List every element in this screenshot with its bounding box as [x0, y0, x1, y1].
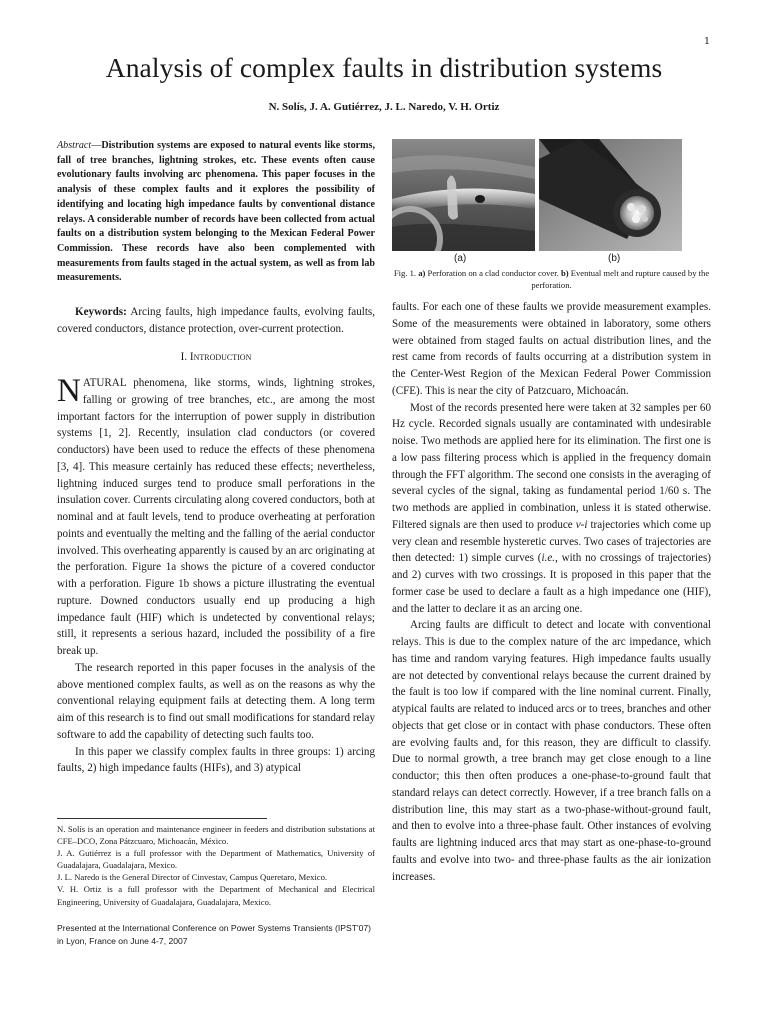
intro-paragraph-2: The research reported in this paper focuses in the analysis of the above mentioned complex faults, as well as on the reasons as why the conventional relaying equipment fails at detecting them. A long term aim of this research is to find out small modifications for standard relay software to add the capability of detecting such faults too. [57, 661, 375, 741]
section-title: Introduction [189, 351, 252, 363]
right-paragraph-3: Arcing faults are difficult to detect and locate with conventional relays. This is due to the complex nature of the arc impedance, which has time and random varying features. High impedance faults usually are not detected by conventional relays because the current drained by the fault is too low if compared with the line nominal current. Finally, atypical faults are related to induced arcs or to trees, branches and other objects that get close or in contact with phase conductors. These often are evolving faults and, for this reason, they are difficult to classify. Due to normal growth, a tree branch may get close enough to a line conductor; this then often produces a one-phase-to-ground fault that standard relays can detect correctly. However, if a tree branch falls on a distribution line, this may start as a two-phase-without-ground fault, and then to evolve into a three-phase fault. Other instances of evolving faults are lightning induced arcs that may start as one-phase-to-ground faults and evolve into two- and three-phase faults as the air ionization increases. [392, 619, 711, 883]
footnote-3: J. L. Naredo is the General Director of Cinvestav, Campus Queretaro, Mexico. [57, 872, 328, 883]
author-list: N. Solís, J. A. Gutiérrez, J. L. Naredo, V. H. Ortiz [268, 101, 500, 113]
keywords [57, 304, 375, 338]
left-column-body [57, 375, 375, 777]
section-heading [57, 351, 375, 363]
right-paragraph-2-c: , with no crossings of trajectories) and 2) curves with two crossings. It is proposed in this paper that the former case be used to declare a fault as a high impedance one (HIF), and the latter to declare it as an arcing one. [392, 552, 711, 615]
intro-paragraph-1-text: ATURAL phenomena, like storms, winds, lightning strokes, falling or growing of tree branches, etc., are among the most important factors for the interruption of power supply in distribution systems [1, 2]. Recently, insulation clad conductors (or covered conductors) have been used to reduce the effects of these phenomena [3, 4]. This measure certainly has reduced these effects; nevertheless, lightning induced surges tend to produce small perforations in the insulation cover. Currents circulating along covered conductors, both at nominal and at fault levels, tend to produce overheating at perforation points and eventually the melting and the falling of the aerial conductor involved. This overheating apparently is caused by an arc originating at the perforation. Figure 1a shows the picture of a covered conductor with a perforation. Figure 1b shows a picture illustrating the eventual rupture. Downed conductors usually end up producing a high impedance fault (HIF) which is undetected by conventional relays; still, it represents a serious hazard, included the possibility of a fire break up. [57, 377, 375, 657]
footnote-2: J. A. Gutiérrez is a full professor with the Department of Mathematics, University of Guadalajara, Guadalajara, Mexico. [57, 848, 375, 871]
figure-label-b: (b) [608, 253, 621, 264]
conductor-rupture-photo [539, 139, 682, 251]
right-paragraph-2 [392, 400, 711, 618]
caption-b-text: Eventual melt and rupture caused by the perforation. [531, 268, 710, 290]
abstract-label: Abstract [57, 140, 92, 151]
conference-note: Presented at the International Conference on Power Systems Transients (IPST'07) in Lyon, France on June 4-7, 2007 [57, 923, 372, 946]
section-number: I. [180, 351, 188, 363]
right-paragraph-2-b: trajectories which come up very clean and resemble hysteretic curves. Two cases of trajectories are then detected: 1) simple curves ( [392, 518, 711, 565]
covered-conductor-perforation-photo [392, 139, 535, 251]
footnote-1: N. Solís is an operation and maintenance engineer in feeders and distribution substations at CFE–DCO, Zona Pátzcuaro, Michoacán, México. [57, 824, 375, 847]
intro-paragraph-3: In this paper we classify complex faults in three groups: 1) arcing faults, 2) high impedance faults (HIFs), and 3) atypical [57, 745, 375, 775]
caption-a-text: Perforation on a clad conductor cover. [425, 268, 561, 278]
footnotes [57, 823, 375, 908]
figure-label-a: (a) [454, 253, 467, 264]
right-paragraph-2-a: Most of the records presented here were taken at 32 samples per 60 Hz cycle. Recorded signals usually are contaminated with undesirable noise. Two methods are applied here for its elimination. The first one is a low pass filtering process which is applied in the frequency domain through the FFT algorithm. The second one consists in the averaging of several cycles of the signal, taking as fundamental period 1/60 s. The two methods are applied in combination, unless it is stated otherwise. Filtered signals are then used to produce [392, 401, 711, 531]
ie-term: i.e. [541, 552, 556, 565]
drop-cap: N [57, 373, 81, 409]
right-paragraph-1: faults. For each one of these faults we provide measurement examples. Some of the measurements were obtained in laboratory, some others were obtained from staged faults on actual distribution lines, and the rest came from records of faults occurring at a distribution system in the Center-West Region of the Mexican Federal Power Commission (CFE). This is near the city of Patzcuaro, Michoacán. [392, 301, 711, 397]
caption-b-mark: b) [560, 268, 569, 278]
page-number: 1 [704, 36, 711, 47]
caption-a-mark: a) [418, 268, 426, 278]
figure-1 [392, 139, 711, 251]
abstract [57, 139, 375, 286]
footnote-4: V. H. Ortiz is a full professor with the Department of Mechanical and Electrical Engineering, University of Guadalajara, Guadalajara, Mexico. [57, 884, 375, 907]
vi-term: v-i [575, 518, 588, 531]
abstract-dash: — [91, 140, 102, 151]
paper-title: Analysis of complex faults in distribution systems [105, 52, 663, 83]
keywords-label: Keywords: [75, 306, 127, 318]
abstract-text: Distribution systems are exposed to natural events like storms, fall of tree branches, lightning strokes, etc. These events often cause evolutionary faults involving arc phenomena. This paper focuses in the analysis of these complex faults and it explores the possibility of identifying and locating high impedance faults by conventional distance relays. A considerable number of records have been collected from actual faults on a distribution system belonging to the Mexican Federal Power Commission. These records have also been complemented with measurements from faults staged in the actual system, as well as from lab measurements. [57, 140, 375, 284]
right-column-body [392, 299, 711, 885]
keywords-text: Arcing faults, high impedance faults, evolving faults, covered conductors, distance protection, over-current protection. [57, 306, 375, 335]
intro-paragraph-1 [57, 375, 375, 660]
caption-fig-label: Fig. 1. [393, 268, 417, 278]
footnote-rule [57, 818, 267, 819]
figure-caption [392, 268, 711, 291]
